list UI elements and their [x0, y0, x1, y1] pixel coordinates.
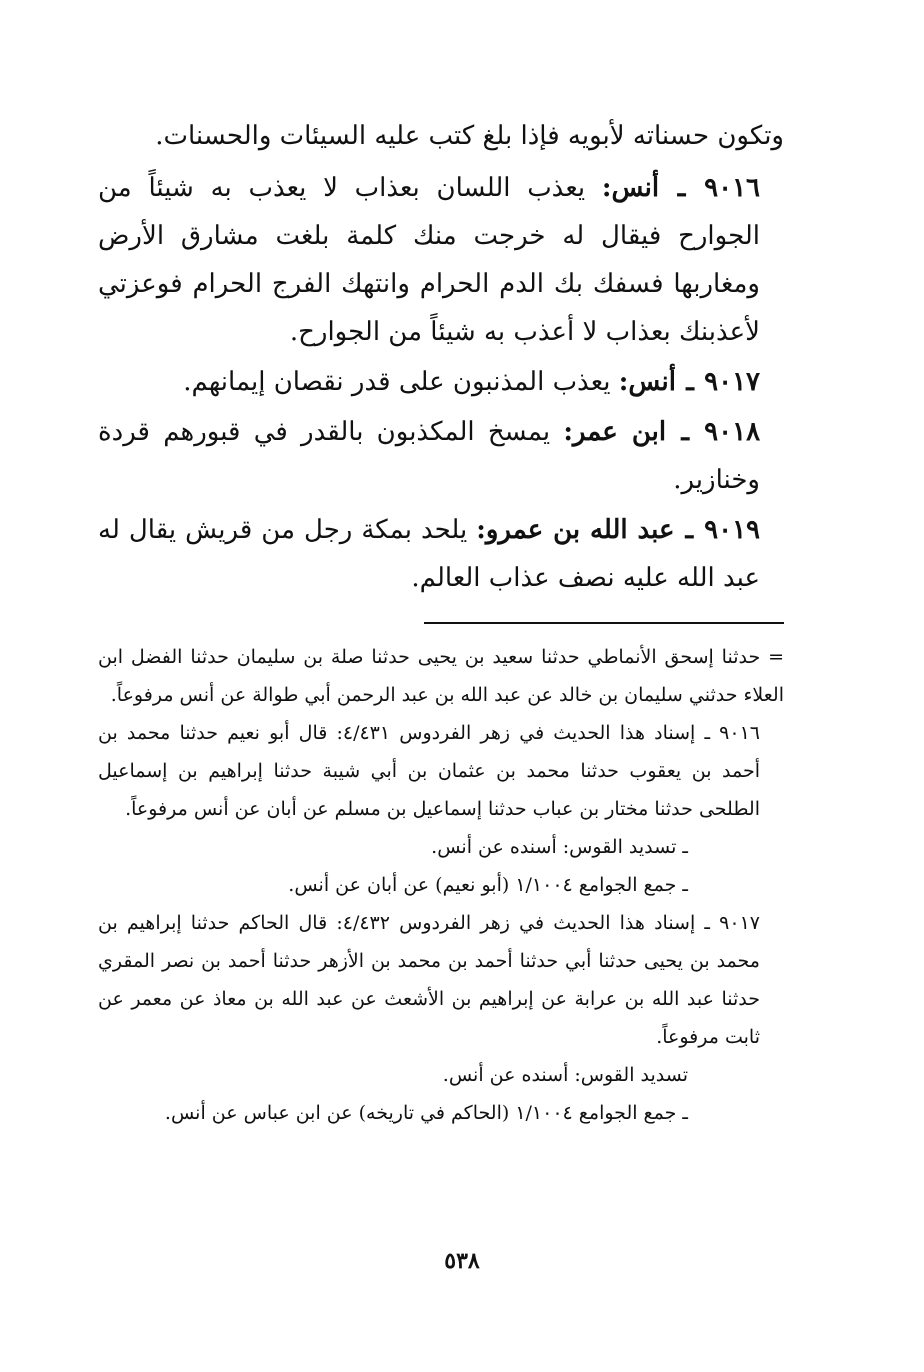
hadith-entry-9017: ٩٠١٧ ـ أنس: يعذب المذنبون على قدر نقصان إيمانهم. — [183, 367, 760, 397]
page-number: ٥٣٨ — [444, 1248, 480, 1274]
entry-narrator: أنس: — [601, 173, 660, 203]
footnote-sub: تسديد القوس: أسنده عن أنس. — [442, 1064, 688, 1086]
footnote: ٩٠١٧ ـ إسناد هذا الحديث في زهر الفردوس ٤/٤٣٢: قال الحاكم حدثنا إبراهيم بن محمد بن يحيى حدثنا أبي حدثنا أحمد بن محمد بن الأزهر حدثنا أحمد بن نصر المقري حدثنا عبد الله بن عرابة عن إبراهيم بن الأشعث عن عبد الله بن معاذ عن معمر عن ثابت مرفوعاً. — [98, 912, 760, 1048]
entry-text: يمسخ المكذبون بالقدر في قبورهم قردة وخنازير. — [98, 417, 760, 495]
hadith-entry-9016: ٩٠١٦ ـ أنس: يعذب اللسان بعذاب لا يعذب به شيئاً من الجوارح فيقال له خرجت منك كلمة بلغت مشارق الأرض ومغاربها فسفك بك الدم الحرام وانتهك الفرج الحرام فوعزتي لأعذبنك بعذاب لا أعذب به شيئاً من الجوارح. — [98, 173, 761, 347]
footnote-separator — [424, 622, 784, 624]
entry-number: ٩٠١٩ — [704, 515, 761, 545]
entry-number: ٩٠١٨ — [704, 417, 761, 447]
document-page — [98, 112, 784, 1132]
footnote-sub: ـ تسديد القوس: أسنده عن أنس. — [431, 836, 688, 858]
footnote-sub: ـ جمع الجوامع ١/١٠٠٤ (أبو نعيم) عن أبان عن أنس. — [288, 874, 688, 896]
entry-narrator: ابن عمر: — [563, 417, 667, 447]
entry-number: ٩٠١٧ — [704, 367, 760, 397]
footnote-sub: ـ جمع الجوامع ١/١٠٠٤ (الحاكم في تاريخه) عن ابن عباس عن أنس. — [164, 1102, 688, 1124]
entry-text: يعذب اللسان بعذاب لا يعذب به شيئاً من الجوارح فيقال له خرجت منك كلمة بلغت مشارق الأرض ومغاربها فسفك بك الدم الحرام وانتهك الفرج الحرام فوعزتي لأعذبنك بعذاب لا أعذب به شيئاً من الجوارح. — [98, 173, 760, 347]
footnotes — [98, 638, 784, 1132]
hadith-entry-9018: ٩٠١٨ ـ ابن عمر: يمسخ المكذبون بالقدر في قبورهم قردة وخنازير. — [98, 417, 761, 495]
entry-narrator: أنس: — [618, 367, 676, 397]
entry-text: يلحد بمكة رجل من قريش يقال له عبد الله عليه نصف عذاب العالم. — [98, 515, 760, 593]
entry-text: يعذب المذنبون على قدر نقصان إيمانهم. — [183, 367, 611, 397]
footnote: = حدثنا إسحق الأنماطي حدثنا سعيد بن يحيى حدثنا صلة بن سليمان حدثنا الفضل ابن العلاء حدثني سليمان بن خالد عن عبد الله بن عبد الرحمن أبي طوالة عن أنس مرفوعاً. — [98, 646, 784, 706]
footnote: ٩٠١٦ ـ إسناد هذا الحديث في زهر الفردوس ٤/٤٣١: قال أبو نعيم حدثنا محمد بن أحمد بن يعقوب حدثنا محمد بن عثمان بن أبي شيبة حدثنا إبراهيم بن إسماعيل الطلحى حدثنا مختار بن عباب حدثنا إسماعيل بن مسلم عن أبان عن أنس مرفوعاً. — [98, 722, 760, 820]
entry-number: ٩٠١٦ — [704, 173, 761, 203]
hadith-entry-9019: ٩٠١٩ ـ عبد الله بن عمرو: يلحد بمكة رجل من قريش يقال له عبد الله عليه نصف عذاب العالم. — [98, 515, 761, 593]
entry-narrator: عبد الله بن عمرو: — [476, 515, 675, 545]
intro-line: وتكون حسناته لأبويه فإذا بلغ كتب عليه السيئات والحسنات. — [155, 121, 784, 151]
main-text — [98, 112, 784, 602]
